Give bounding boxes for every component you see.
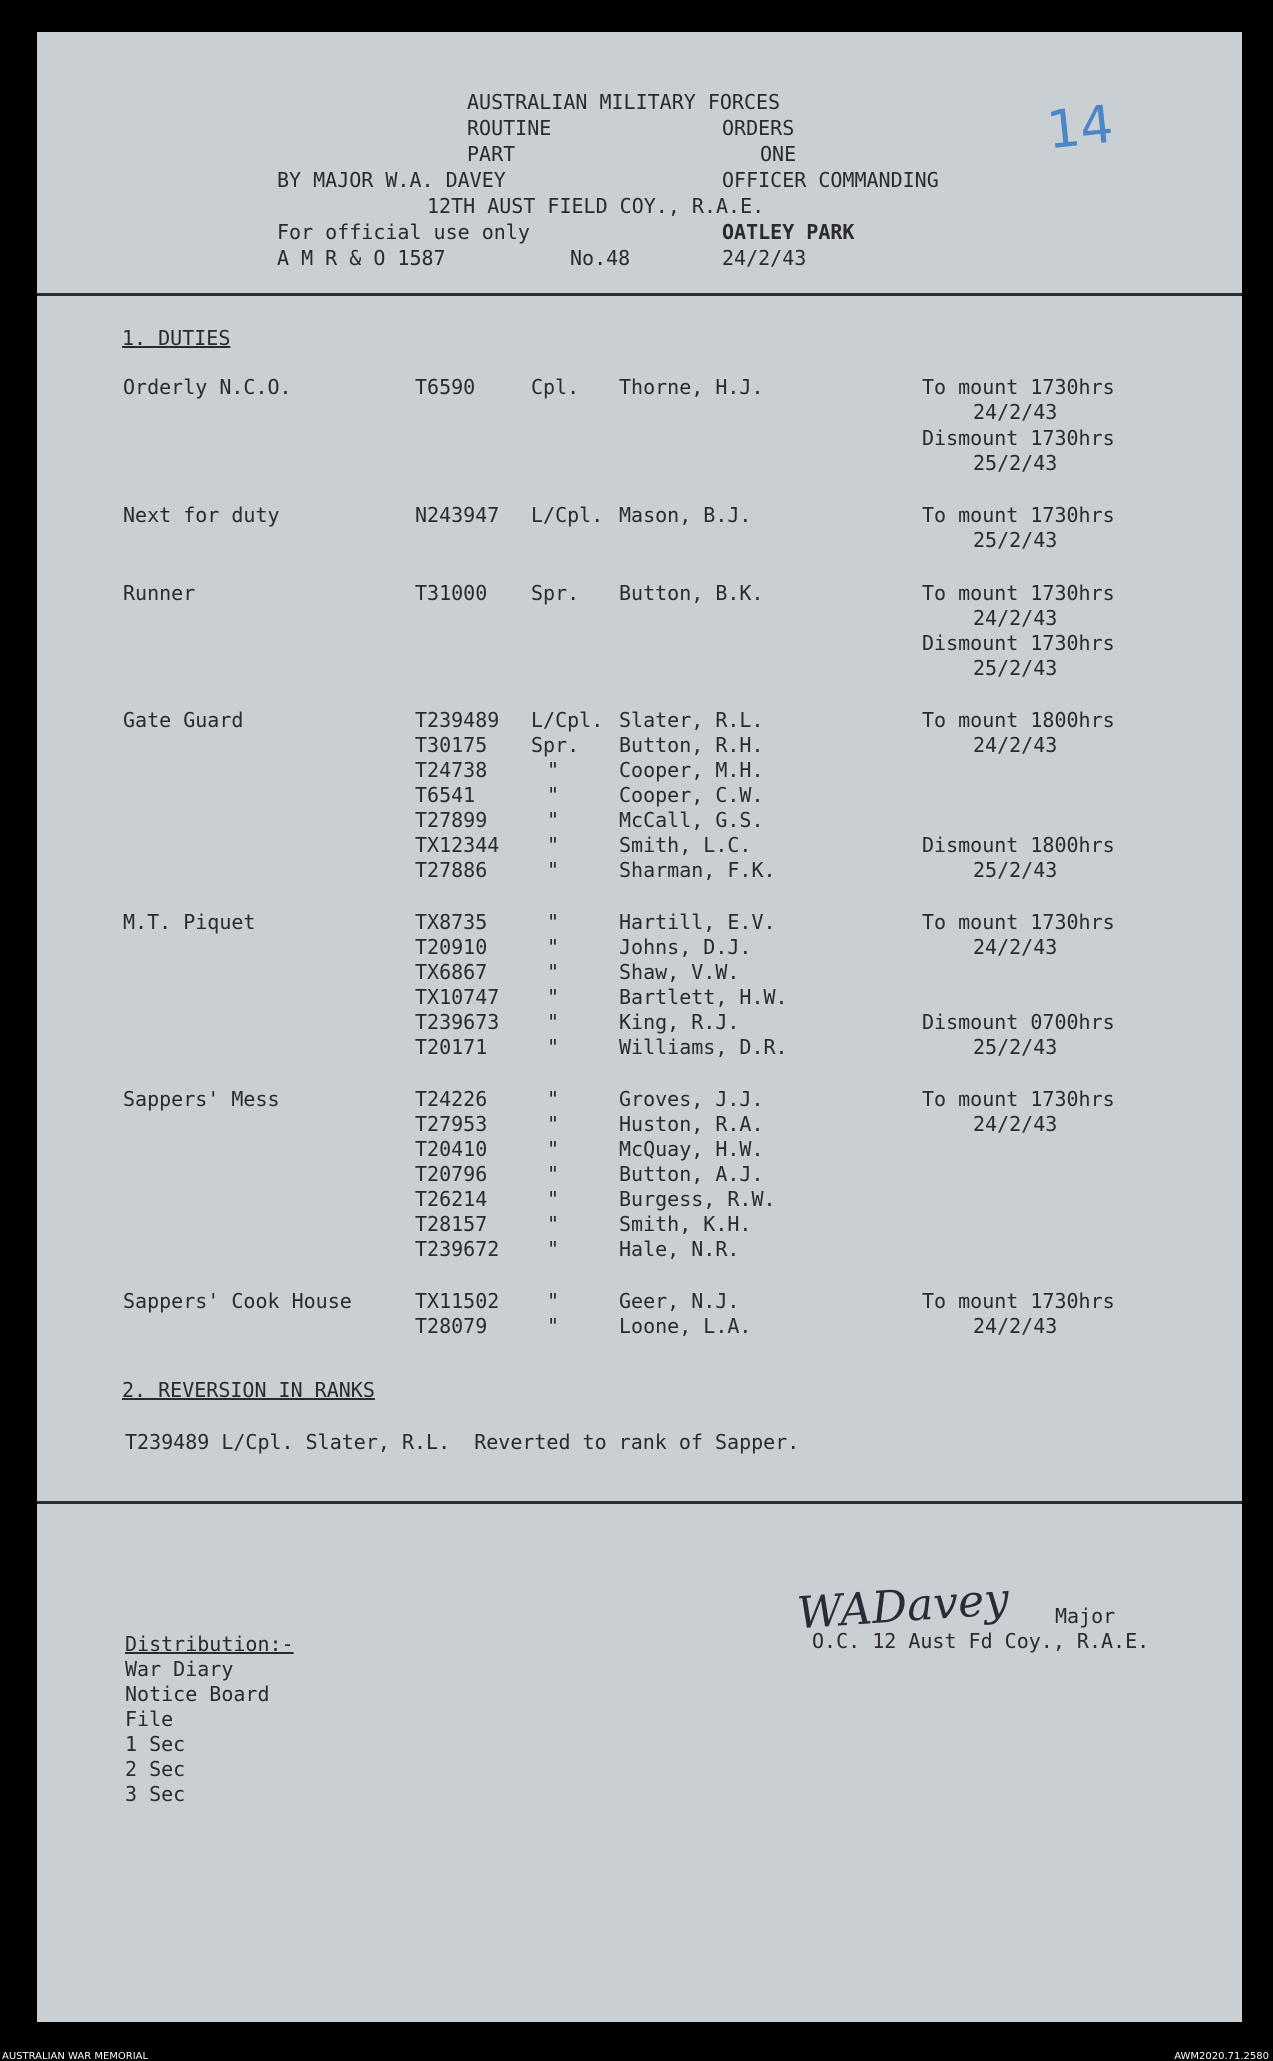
duty-no-cell: TX12344 <box>415 833 500 857</box>
duty-rank-cell: " <box>547 833 560 857</box>
header-number: No.48 <box>570 246 631 270</box>
duty-duty-cell: Orderly N.C.O. <box>123 375 292 399</box>
duty-no-cell: TX6867 <box>415 960 488 984</box>
duty-rank-cell: " <box>547 783 560 807</box>
duty-rank-cell: Spr. <box>531 733 580 757</box>
duty-name-cell: McQuay, H.W. <box>619 1137 764 1161</box>
duty-name-cell: Smith, K.H. <box>619 1212 752 1236</box>
duty-rank-cell: " <box>547 960 560 984</box>
duty-name-cell: Button, R.H. <box>619 733 764 757</box>
duty-time-cell: Dismount 1800hrs <box>922 833 1115 857</box>
duty-duty-cell: Sappers' Cook House <box>123 1289 352 1313</box>
duty-duty-cell: M.T. Piquet <box>123 910 256 934</box>
duty-no-cell: T6590 <box>415 375 476 399</box>
duty-name-cell: Shaw, V.W. <box>619 960 740 984</box>
section-reversion-title: 2. REVERSION IN RANKS <box>122 1378 375 1402</box>
duty-time-cell: Dismount 1730hrs <box>922 426 1115 450</box>
header-official: For official use only <box>277 220 530 244</box>
duty-time-cell: 25/2/43 <box>973 451 1058 475</box>
duty-name-cell: Groves, J.J. <box>619 1087 764 1111</box>
duty-duty-cell: Runner <box>123 581 196 605</box>
duty-name-cell: Loone, L.A. <box>619 1314 752 1338</box>
duty-name-cell: Bartlett, H.W. <box>619 985 788 1009</box>
header-unit: 12TH AUST FIELD COY., R.A.E. <box>427 194 765 218</box>
duty-no-cell: T30175 <box>415 733 488 757</box>
duty-time-cell: To mount 1730hrs <box>922 1289 1115 1313</box>
duty-rank-cell: " <box>547 758 560 782</box>
duty-name-cell: Hartill, E.V. <box>619 910 776 934</box>
distribution-item: War Diary <box>125 1657 234 1681</box>
duty-no-cell: T26214 <box>415 1187 488 1211</box>
duty-rank-cell: " <box>547 1237 560 1261</box>
header-one: ONE <box>760 142 797 166</box>
header-officer: OFFICER COMMANDING <box>722 168 939 192</box>
duty-time-cell: Dismount 1730hrs <box>922 631 1115 655</box>
duty-time-cell: 25/2/43 <box>973 656 1058 680</box>
duty-name-cell: Button, B.K. <box>619 581 764 605</box>
header-orders: ORDERS <box>722 116 795 140</box>
duty-time-cell: 25/2/43 <box>973 528 1058 552</box>
duty-rank-cell: " <box>547 1035 560 1059</box>
section-duties-title: 1. DUTIES <box>122 326 231 350</box>
duty-duty-cell: Gate Guard <box>123 708 244 732</box>
duty-no-cell: T239672 <box>415 1237 500 1261</box>
document-page <box>37 32 1242 2022</box>
duty-no-cell: T27899 <box>415 808 488 832</box>
signature: WADavey <box>795 1573 1011 1640</box>
duty-no-cell: T24226 <box>415 1087 488 1111</box>
duty-time-cell: 24/2/43 <box>973 935 1058 959</box>
duty-rank-cell: " <box>547 985 560 1009</box>
duty-rank-cell: " <box>547 935 560 959</box>
duty-rank-cell: " <box>547 858 560 882</box>
duty-rank-cell: " <box>547 1112 560 1136</box>
duty-rank-cell: Cpl. <box>531 375 580 399</box>
duty-rank-cell: " <box>547 808 560 832</box>
duty-time-cell: Dismount 0700hrs <box>922 1010 1115 1034</box>
duty-rank-cell: " <box>547 1212 560 1236</box>
duty-name-cell: Mason, B.J. <box>619 503 752 527</box>
duty-name-cell: Slater, R.L. <box>619 708 764 732</box>
distribution-item: 1 Sec <box>125 1732 186 1756</box>
duty-rank-cell: " <box>547 1314 560 1338</box>
duty-time-cell: To mount 1730hrs <box>922 1087 1115 1111</box>
header-line1: AUSTRALIAN MILITARY FORCES <box>467 90 781 114</box>
distribution-item: File <box>125 1707 174 1731</box>
distribution-item: 2 Sec <box>125 1757 186 1781</box>
duty-no-cell: TX10747 <box>415 985 500 1009</box>
duty-no-cell: T20796 <box>415 1162 488 1186</box>
distribution-item: Notice Board <box>125 1682 270 1706</box>
duty-no-cell: TX11502 <box>415 1289 500 1313</box>
header-location: OATLEY PARK <box>722 220 855 244</box>
duty-duty-cell: Sappers' Mess <box>123 1087 280 1111</box>
header-routine: ROUTINE <box>467 116 552 140</box>
duty-name-cell: Johns, D.J. <box>619 935 752 959</box>
duty-rank-cell: L/Cpl. <box>531 503 604 527</box>
duty-no-cell: T239489 <box>415 708 500 732</box>
duty-name-cell: Williams, D.R. <box>619 1035 788 1059</box>
duty-no-cell: TX8735 <box>415 910 488 934</box>
header-rule <box>37 293 1242 296</box>
footer-credit: AUSTRALIAN WAR MEMORIAL <box>2 2051 149 2061</box>
duty-rank-cell: L/Cpl. <box>531 708 604 732</box>
footer-strip <box>0 2026 1273 2061</box>
duty-time-cell: 24/2/43 <box>973 733 1058 757</box>
duty-time-cell: To mount 1800hrs <box>922 708 1115 732</box>
header-date: 24/2/43 <box>722 246 807 270</box>
duty-no-cell: T20910 <box>415 935 488 959</box>
duty-time-cell: To mount 1730hrs <box>922 910 1115 934</box>
duty-no-cell: T28079 <box>415 1314 488 1338</box>
signature-rank: Major <box>1055 1604 1116 1628</box>
duty-rank-cell: " <box>547 1289 560 1313</box>
duty-no-cell: T20410 <box>415 1137 488 1161</box>
duty-name-cell: Smith, L.C. <box>619 833 752 857</box>
duty-time-cell: To mount 1730hrs <box>922 503 1115 527</box>
duty-rank-cell: Spr. <box>531 581 580 605</box>
duty-name-cell: Button, A.J. <box>619 1162 764 1186</box>
header-by: BY MAJOR W.A. DAVEY <box>277 168 506 192</box>
footer-accession: AWM2020.71.2580 <box>1174 2051 1269 2061</box>
duty-duty-cell: Next for duty <box>123 503 280 527</box>
duty-no-cell: T6541 <box>415 783 476 807</box>
duty-rank-cell: " <box>547 1187 560 1211</box>
duty-name-cell: McCall, G.S. <box>619 808 764 832</box>
duty-time-cell: To mount 1730hrs <box>922 581 1115 605</box>
duty-rank-cell: " <box>547 1162 560 1186</box>
duty-no-cell: T28157 <box>415 1212 488 1236</box>
duty-rank-cell: " <box>547 1137 560 1161</box>
duty-name-cell: Geer, N.J. <box>619 1289 740 1313</box>
duty-time-cell: 24/2/43 <box>973 1314 1058 1338</box>
duty-time-cell: 24/2/43 <box>973 606 1058 630</box>
duty-time-cell: 24/2/43 <box>973 400 1058 424</box>
duty-no-cell: N243947 <box>415 503 500 527</box>
duty-no-cell: T27886 <box>415 858 488 882</box>
duty-rank-cell: " <box>547 1087 560 1111</box>
duty-name-cell: Thorne, H.J. <box>619 375 764 399</box>
duty-no-cell: T31000 <box>415 581 488 605</box>
duty-name-cell: Cooper, M.H. <box>619 758 764 782</box>
reversion-text: T239489 L/Cpl. Slater, R.L. Reverted to rank of Sapper. <box>125 1430 800 1454</box>
duty-no-cell: T27953 <box>415 1112 488 1136</box>
duty-name-cell: Cooper, C.W. <box>619 783 764 807</box>
duty-rank-cell: " <box>547 1010 560 1034</box>
duty-no-cell: T20171 <box>415 1035 488 1059</box>
duty-name-cell: Hale, N.R. <box>619 1237 740 1261</box>
duty-name-cell: King, R.J. <box>619 1010 740 1034</box>
duty-time-cell: 24/2/43 <box>973 1112 1058 1136</box>
signature-title: O.C. 12 Aust Fd Coy., R.A.E. <box>812 1629 1150 1653</box>
duty-name-cell: Huston, R.A. <box>619 1112 764 1136</box>
duty-time-cell: To mount 1730hrs <box>922 375 1115 399</box>
page-number-mark: 14 <box>1044 94 1117 162</box>
duty-no-cell: T239673 <box>415 1010 500 1034</box>
header-part: PART <box>467 142 516 166</box>
duty-name-cell: Burgess, R.W. <box>619 1187 776 1211</box>
duty-time-cell: 25/2/43 <box>973 1035 1058 1059</box>
distribution-item: 3 Sec <box>125 1782 186 1806</box>
duty-time-cell: 25/2/43 <box>973 858 1058 882</box>
duty-name-cell: Sharman, F.K. <box>619 858 776 882</box>
distribution-title: Distribution:- <box>125 1632 294 1656</box>
footer-rule <box>37 1501 1242 1504</box>
header-amr: A M R & O 1587 <box>277 246 446 270</box>
duty-no-cell: T24738 <box>415 758 488 782</box>
duty-rank-cell: " <box>547 910 560 934</box>
